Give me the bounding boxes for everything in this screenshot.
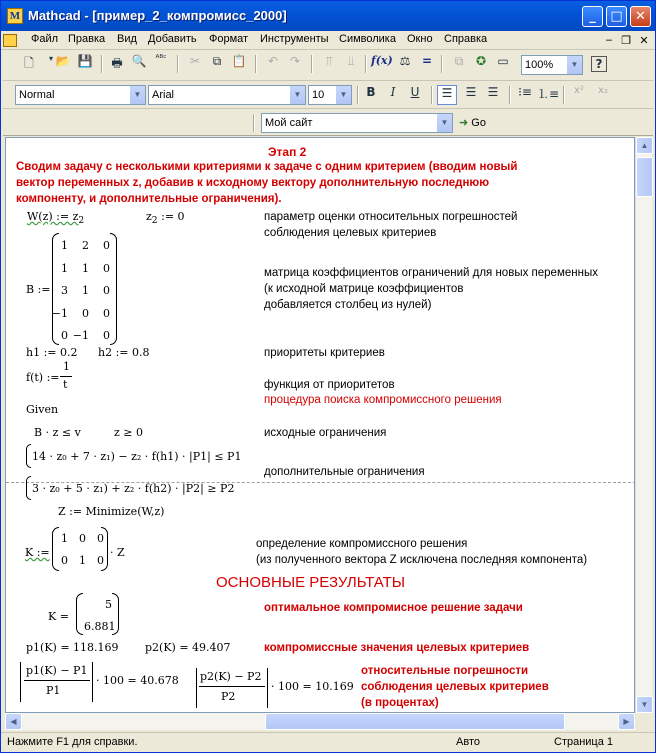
fraction-bar <box>24 680 90 681</box>
matrix-cell: 0 <box>97 532 104 545</box>
align-right-icon[interactable]: ☰ <box>487 85 499 99</box>
numbered-list-icon[interactable]: ⒈≡ <box>537 87 560 101</box>
resource-select[interactable] <box>261 113 453 133</box>
intro-line-1: Сводим задачу с несколькими критериями к задаче с одним критерием (вводим новый <box>16 161 518 173</box>
resource-value: Мой сайт <box>265 117 313 129</box>
align-left-icon[interactable]: ☰ <box>437 85 457 105</box>
comment-b-2: (к исходной матрице коэффициентов <box>264 283 464 295</box>
matrix-cell: 1 <box>82 261 89 275</box>
insert-component-icon[interactable]: ⧉ <box>454 54 464 68</box>
vertical-scroll-thumb[interactable] <box>636 157 653 197</box>
fraction-bar <box>60 376 72 377</box>
matrix-cell: 1 <box>82 284 89 297</box>
h1-definition[interactable]: h1 := 0.2 <box>26 346 78 359</box>
w-definition[interactable] <box>27 210 84 228</box>
matrix-right-paren <box>110 233 117 345</box>
matrix-cell: 0 <box>103 261 110 275</box>
menu-insert[interactable]: Добавить <box>148 33 197 45</box>
chevron-down-icon[interactable]: ▼ <box>129 86 145 104</box>
calculate-button[interactable]: = <box>421 54 433 68</box>
separator <box>255 55 257 73</box>
chevron-down-icon[interactable]: ▼ <box>566 56 582 74</box>
matrix-cell: 1 <box>61 532 68 545</box>
go-label: Go <box>471 117 486 129</box>
k-result-1: 6.881 <box>84 620 116 633</box>
status-mode: Авто <box>456 736 480 748</box>
comment-optimal: оптимальное компромисное решение задачи <box>264 602 523 614</box>
copy-icon[interactable]: ⧉ <box>212 54 222 68</box>
matrix-cell: 0 <box>61 329 68 342</box>
additional-constraint-1[interactable]: 14 · z₀ + 7 · z₁) − z₂ · f(h1) · |P1| ≤ P1 <box>32 450 242 463</box>
menu-symbolics[interactable]: Символика <box>339 33 396 45</box>
cut-icon[interactable]: ✂ <box>189 54 201 68</box>
align-center-icon[interactable]: ☰ <box>465 85 477 99</box>
underline-button[interactable]: U <box>410 85 420 99</box>
p1-result[interactable]: p1(K) = 118.169 <box>26 641 119 654</box>
z2-definition[interactable] <box>146 210 185 228</box>
mdi-minimize-icon[interactable]: – <box>605 34 613 46</box>
p2-result[interactable]: p2(K) = 49.407 <box>145 641 231 654</box>
separator <box>177 55 179 73</box>
separator <box>563 86 565 104</box>
italic-button[interactable]: I <box>390 85 396 99</box>
chevron-down-icon[interactable]: ▼ <box>436 114 452 132</box>
e1-result[interactable]: · 100 = 40.678 <box>96 674 179 687</box>
menu-window[interactable]: Окно <box>407 33 433 45</box>
matrix-cell: 3 <box>61 284 68 297</box>
resources-toolbar <box>3 110 653 136</box>
align-across-icon[interactable]: ⫪ <box>325 54 333 68</box>
matrix-cell: 0 <box>97 554 104 567</box>
separator <box>365 55 367 73</box>
w-def-text: W(z) := z <box>27 210 79 223</box>
style-select[interactable] <box>15 85 146 105</box>
paren-left <box>26 444 31 468</box>
intro-line-2: вектор переменных z, добавив к исходному вектору дополнительную последнюю <box>16 177 490 189</box>
fraction-bar <box>199 686 265 687</box>
results-heading: ОСНОВНЫЕ РЕЗУЛЬТАТЫ <box>216 574 406 591</box>
horizontal-scroll-thumb[interactable] <box>265 713 565 730</box>
style-value: Normal <box>19 89 55 101</box>
separator <box>253 114 255 132</box>
minimize-call[interactable]: Z := Minimize(W,z) <box>58 505 165 518</box>
worksheet[interactable] <box>5 137 635 713</box>
k-result-label: K = <box>48 610 69 623</box>
menu-format[interactable]: Формат <box>209 33 249 45</box>
document-icon[interactable] <box>3 34 17 47</box>
undo-icon[interactable]: ↶ <box>267 54 279 68</box>
bold-button[interactable]: B <box>366 85 376 99</box>
menu-view[interactable]: Вид <box>117 33 137 45</box>
menu-tools[interactable]: Инструменты <box>260 33 329 45</box>
matrix-cell: 0 <box>103 284 110 297</box>
close-button[interactable]: ✕ <box>630 6 651 27</box>
help-icon[interactable]: ? <box>591 56 607 72</box>
matrix-cell: 0 <box>79 532 86 545</box>
new-dropdown-icon[interactable]: ▾ <box>48 54 53 63</box>
go-button[interactable] <box>459 116 486 130</box>
f-definition[interactable]: f(t) := <box>26 371 60 384</box>
menu-bar <box>1 31 655 50</box>
matrix-cell: 1 <box>61 239 68 252</box>
matrix-cell: 0 <box>103 239 110 252</box>
spellcheck-icon[interactable]: ᴬᴮᶜ <box>155 54 167 64</box>
separator <box>101 55 103 73</box>
show-regions-icon[interactable]: ▭ <box>497 54 509 68</box>
print-preview-icon[interactable]: 🔍 <box>131 54 147 68</box>
z2-def-subscript: 2 <box>151 215 158 227</box>
mdi-restore-icon[interactable]: ❐ <box>621 35 631 47</box>
minimize-button[interactable]: _ <box>582 6 603 27</box>
scroll-right-icon[interactable]: ▶ <box>618 713 635 730</box>
f-numerator: 1 <box>63 360 70 373</box>
comment-compromise-1: определение компромиссного решения <box>256 538 468 550</box>
font-select[interactable] <box>148 85 306 105</box>
align-down-icon[interactable]: ⫫ <box>347 54 355 68</box>
resources-icon[interactable]: ✪ <box>475 54 487 68</box>
b-label: B := <box>26 283 51 296</box>
mathcad-app-icon[interactable]: M <box>7 8 23 24</box>
maximize-button[interactable]: □ <box>606 6 627 27</box>
separator <box>441 55 443 73</box>
superscript-button[interactable]: x² <box>574 85 584 96</box>
constraint-z-nonneg[interactable]: z ≥ 0 <box>114 426 144 439</box>
f-denominator: t <box>63 378 68 391</box>
z2-def-text: z <box>146 210 152 223</box>
insert-function-button[interactable]: f(x) <box>371 54 393 67</box>
matrix-left-paren <box>76 593 83 635</box>
matrix-cell: 0 <box>82 306 89 320</box>
separator <box>509 86 511 104</box>
comment-param-2: соблюдения целевых критериев <box>264 227 437 239</box>
scroll-left-icon[interactable]: ◀ <box>5 713 22 730</box>
subscript-button[interactable]: x₂ <box>598 85 608 96</box>
formatting-toolbar <box>3 82 653 109</box>
comment-priorities: приоритеты критериев <box>264 347 385 359</box>
go-arrow-icon: ➜ <box>459 117 469 129</box>
status-help: Нажмите F1 для справки. <box>7 736 138 748</box>
comment-compromise-values: компромиссные значения целевых критериев <box>264 642 530 654</box>
k-result-0: 5 <box>105 598 112 611</box>
vertical-scrollbar[interactable] <box>635 137 652 713</box>
save-icon[interactable]: 💾 <box>77 54 93 68</box>
bullet-list-icon[interactable]: ⁝≡ <box>518 85 532 99</box>
print-icon[interactable]: 🖶 <box>111 56 123 70</box>
matrix-cell: 0 <box>103 329 110 342</box>
intro-line-3: компоненту, и дополнительные ограничения). <box>16 193 282 205</box>
given-keyword[interactable]: Given <box>26 403 59 416</box>
separator <box>311 55 313 73</box>
matrix-cell: 1 <box>61 261 68 275</box>
scroll-up-icon[interactable]: ▲ <box>636 137 653 154</box>
matrix-cell: 2 <box>82 239 89 252</box>
status-page: Страница 1 <box>554 736 614 748</box>
separator <box>357 86 359 104</box>
scroll-down-icon[interactable]: ▼ <box>636 696 653 713</box>
comment-original: исходные ограничения <box>264 427 387 439</box>
abs-bar <box>20 662 21 702</box>
k-label: K := <box>25 546 50 559</box>
new-icon[interactable]: 🗋 <box>24 56 34 70</box>
zoom-select[interactable] <box>521 55 583 75</box>
k-times-z: · Z <box>110 546 125 559</box>
abs-bar <box>267 668 268 708</box>
menu-file[interactable]: Файл <box>31 33 59 45</box>
chevron-down-icon[interactable]: ▼ <box>335 86 351 104</box>
matrix-cell: −1 <box>72 329 89 342</box>
e2-result[interactable]: · 100 = 10.169 <box>271 680 354 693</box>
matrix-cell: 0 <box>103 306 110 320</box>
redo-icon[interactable]: ↷ <box>289 54 301 68</box>
additional-constraint-2[interactable]: 3 · z₀ + 5 · z₁) + z₂ · f(h2) · |P2| ≥ P2 <box>32 482 235 495</box>
comment-errors-1: относительные погрешности <box>361 665 529 677</box>
font-value: Arial <box>152 89 175 101</box>
constraint-bz[interactable]: B · z ≤ v <box>34 426 81 439</box>
menu-help[interactable]: Справка <box>444 33 488 45</box>
paste-icon[interactable]: 📋 <box>231 54 247 68</box>
e2-numerator: p2(K) − P2 <box>200 670 262 683</box>
comment-b-3: добавляется столбец из нулей) <box>264 299 432 311</box>
e2-denominator: P2 <box>221 690 236 703</box>
comment-errors-3: (в процентах) <box>361 697 439 709</box>
comment-additional: дополнительные ограничения <box>264 466 425 478</box>
mdi-close-icon[interactable]: ✕ <box>639 35 649 47</box>
open-icon[interactable]: 📂 <box>55 54 71 68</box>
zoom-value: 100% <box>525 59 554 71</box>
standard-toolbar <box>3 51 653 81</box>
size-select[interactable] <box>308 85 352 105</box>
separator <box>431 86 433 104</box>
menu-edit[interactable]: Правка <box>68 33 106 45</box>
comment-b-1: матрица коэффициентов ограничений для новых переменных <box>264 267 598 279</box>
status-bar <box>1 732 655 753</box>
matrix-cell: 0 <box>61 554 68 567</box>
size-value: 10 <box>312 89 325 101</box>
comment-errors-2: соблюдения целевых критериев <box>361 681 549 693</box>
comment-function: функция от приоритетов <box>264 379 395 391</box>
paren-left <box>26 476 31 500</box>
abs-bar <box>92 662 93 702</box>
w-def-subscript: 2 <box>78 215 85 227</box>
title-bar[interactable] <box>1 1 655 31</box>
horizontal-scrollbar[interactable] <box>5 713 635 730</box>
abs-bar <box>196 668 197 708</box>
comment-procedure: процедура поиска компромиссного решения <box>264 394 502 406</box>
comment-param-1: параметр оценки относительных погрешностей <box>264 211 518 223</box>
e1-numerator: p1(K) − P1 <box>26 664 88 677</box>
comment-compromise-2: (из полученного вектора Z исключена последняя компонента) <box>256 554 588 566</box>
z2-def-value: := 0 <box>161 210 185 223</box>
matrix-cell: −1 <box>51 306 68 320</box>
window-title: Mathcad - [пример_2_компромисс_2000] <box>28 8 287 23</box>
matrix-cell: 1 <box>79 554 86 567</box>
insert-unit-icon[interactable]: ⚖ <box>399 54 411 68</box>
e1-denominator: P1 <box>46 684 61 697</box>
chevron-down-icon[interactable]: ▼ <box>289 86 305 104</box>
stage-heading: Этап 2 <box>268 145 307 159</box>
h2-definition[interactable]: h2 := 0.8 <box>98 346 150 359</box>
